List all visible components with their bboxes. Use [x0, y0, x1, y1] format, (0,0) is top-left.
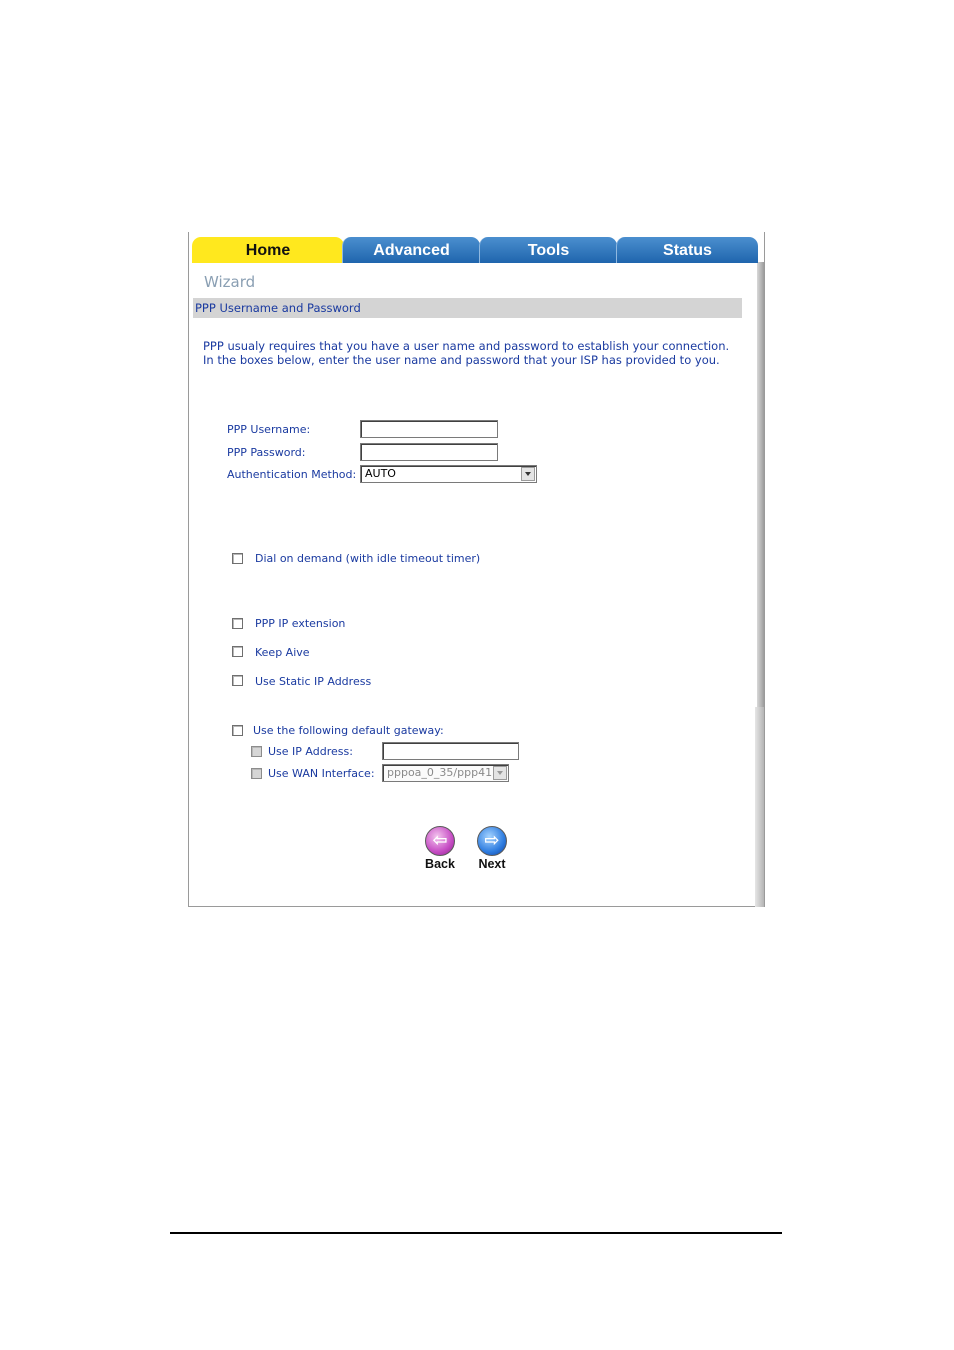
scrollbar-shadow	[757, 262, 764, 707]
main-nav-tabs	[192, 237, 758, 264]
intro-line-1: PPP usualy requires that you have a user name and password to establish your connection.	[203, 339, 730, 353]
tab-tools[interactable]: Tools	[479, 237, 617, 263]
section-header: PPP Username and Password	[193, 298, 742, 318]
back-button-label: Back	[425, 857, 455, 871]
use-wan-interface-checkbox[interactable]	[251, 768, 262, 779]
auth-method-label: Authentication Method:	[227, 468, 357, 481]
password-input[interactable]	[360, 443, 498, 461]
default-gateway-label: Use the following default gateway:	[253, 724, 444, 737]
dropdown-arrow-icon[interactable]	[493, 766, 507, 780]
static-ip-label: Use Static IP Address	[255, 675, 372, 688]
default-gateway-checkbox[interactable]	[232, 725, 243, 736]
dial-on-demand-checkbox[interactable]	[232, 553, 243, 564]
keep-alive-label: Keep Aive	[255, 646, 310, 659]
intro-line-2: In the boxes below, enter the user name and password that your ISP has provided to you.	[203, 353, 720, 367]
auth-method-value: AUTO	[365, 467, 396, 480]
dropdown-arrow-icon[interactable]	[521, 467, 535, 481]
auth-method-select[interactable]	[360, 465, 537, 483]
intro-text	[203, 339, 743, 367]
tab-advanced[interactable]: Advanced	[342, 237, 480, 263]
next-button[interactable]	[470, 826, 514, 874]
tab-home[interactable]: Home	[192, 237, 344, 263]
next-arrow-icon: ⇨	[477, 826, 507, 856]
gateway-ip-input[interactable]	[382, 742, 519, 760]
back-arrow-icon: ⇦	[425, 826, 455, 856]
ppp-ip-extension-checkbox[interactable]	[232, 618, 243, 629]
ppp-ip-extension-label: PPP IP extension	[255, 617, 346, 630]
keep-alive-checkbox[interactable]	[232, 646, 243, 657]
back-button[interactable]	[418, 826, 462, 874]
use-ip-address-label: Use IP Address:	[268, 745, 353, 758]
username-input[interactable]	[360, 420, 498, 438]
tab-status[interactable]: Status	[616, 237, 758, 263]
page-footer-rule	[170, 1232, 782, 1234]
use-ip-address-checkbox[interactable]	[251, 746, 262, 757]
username-label: PPP Username:	[227, 423, 311, 436]
router-config-window	[188, 232, 765, 907]
use-wan-interface-label: Use WAN Interface:	[268, 767, 375, 780]
page-title: Wizard	[204, 273, 256, 291]
static-ip-checkbox[interactable]	[232, 675, 243, 686]
wan-interface-select[interactable]	[382, 764, 509, 782]
next-button-label: Next	[478, 857, 506, 871]
password-label: PPP Password:	[227, 446, 306, 459]
dial-on-demand-label: Dial on demand (with idle timeout timer)	[255, 552, 481, 565]
frame-right-shadow	[755, 707, 764, 907]
wan-interface-value: pppoa_0_35/ppp41	[387, 766, 493, 779]
